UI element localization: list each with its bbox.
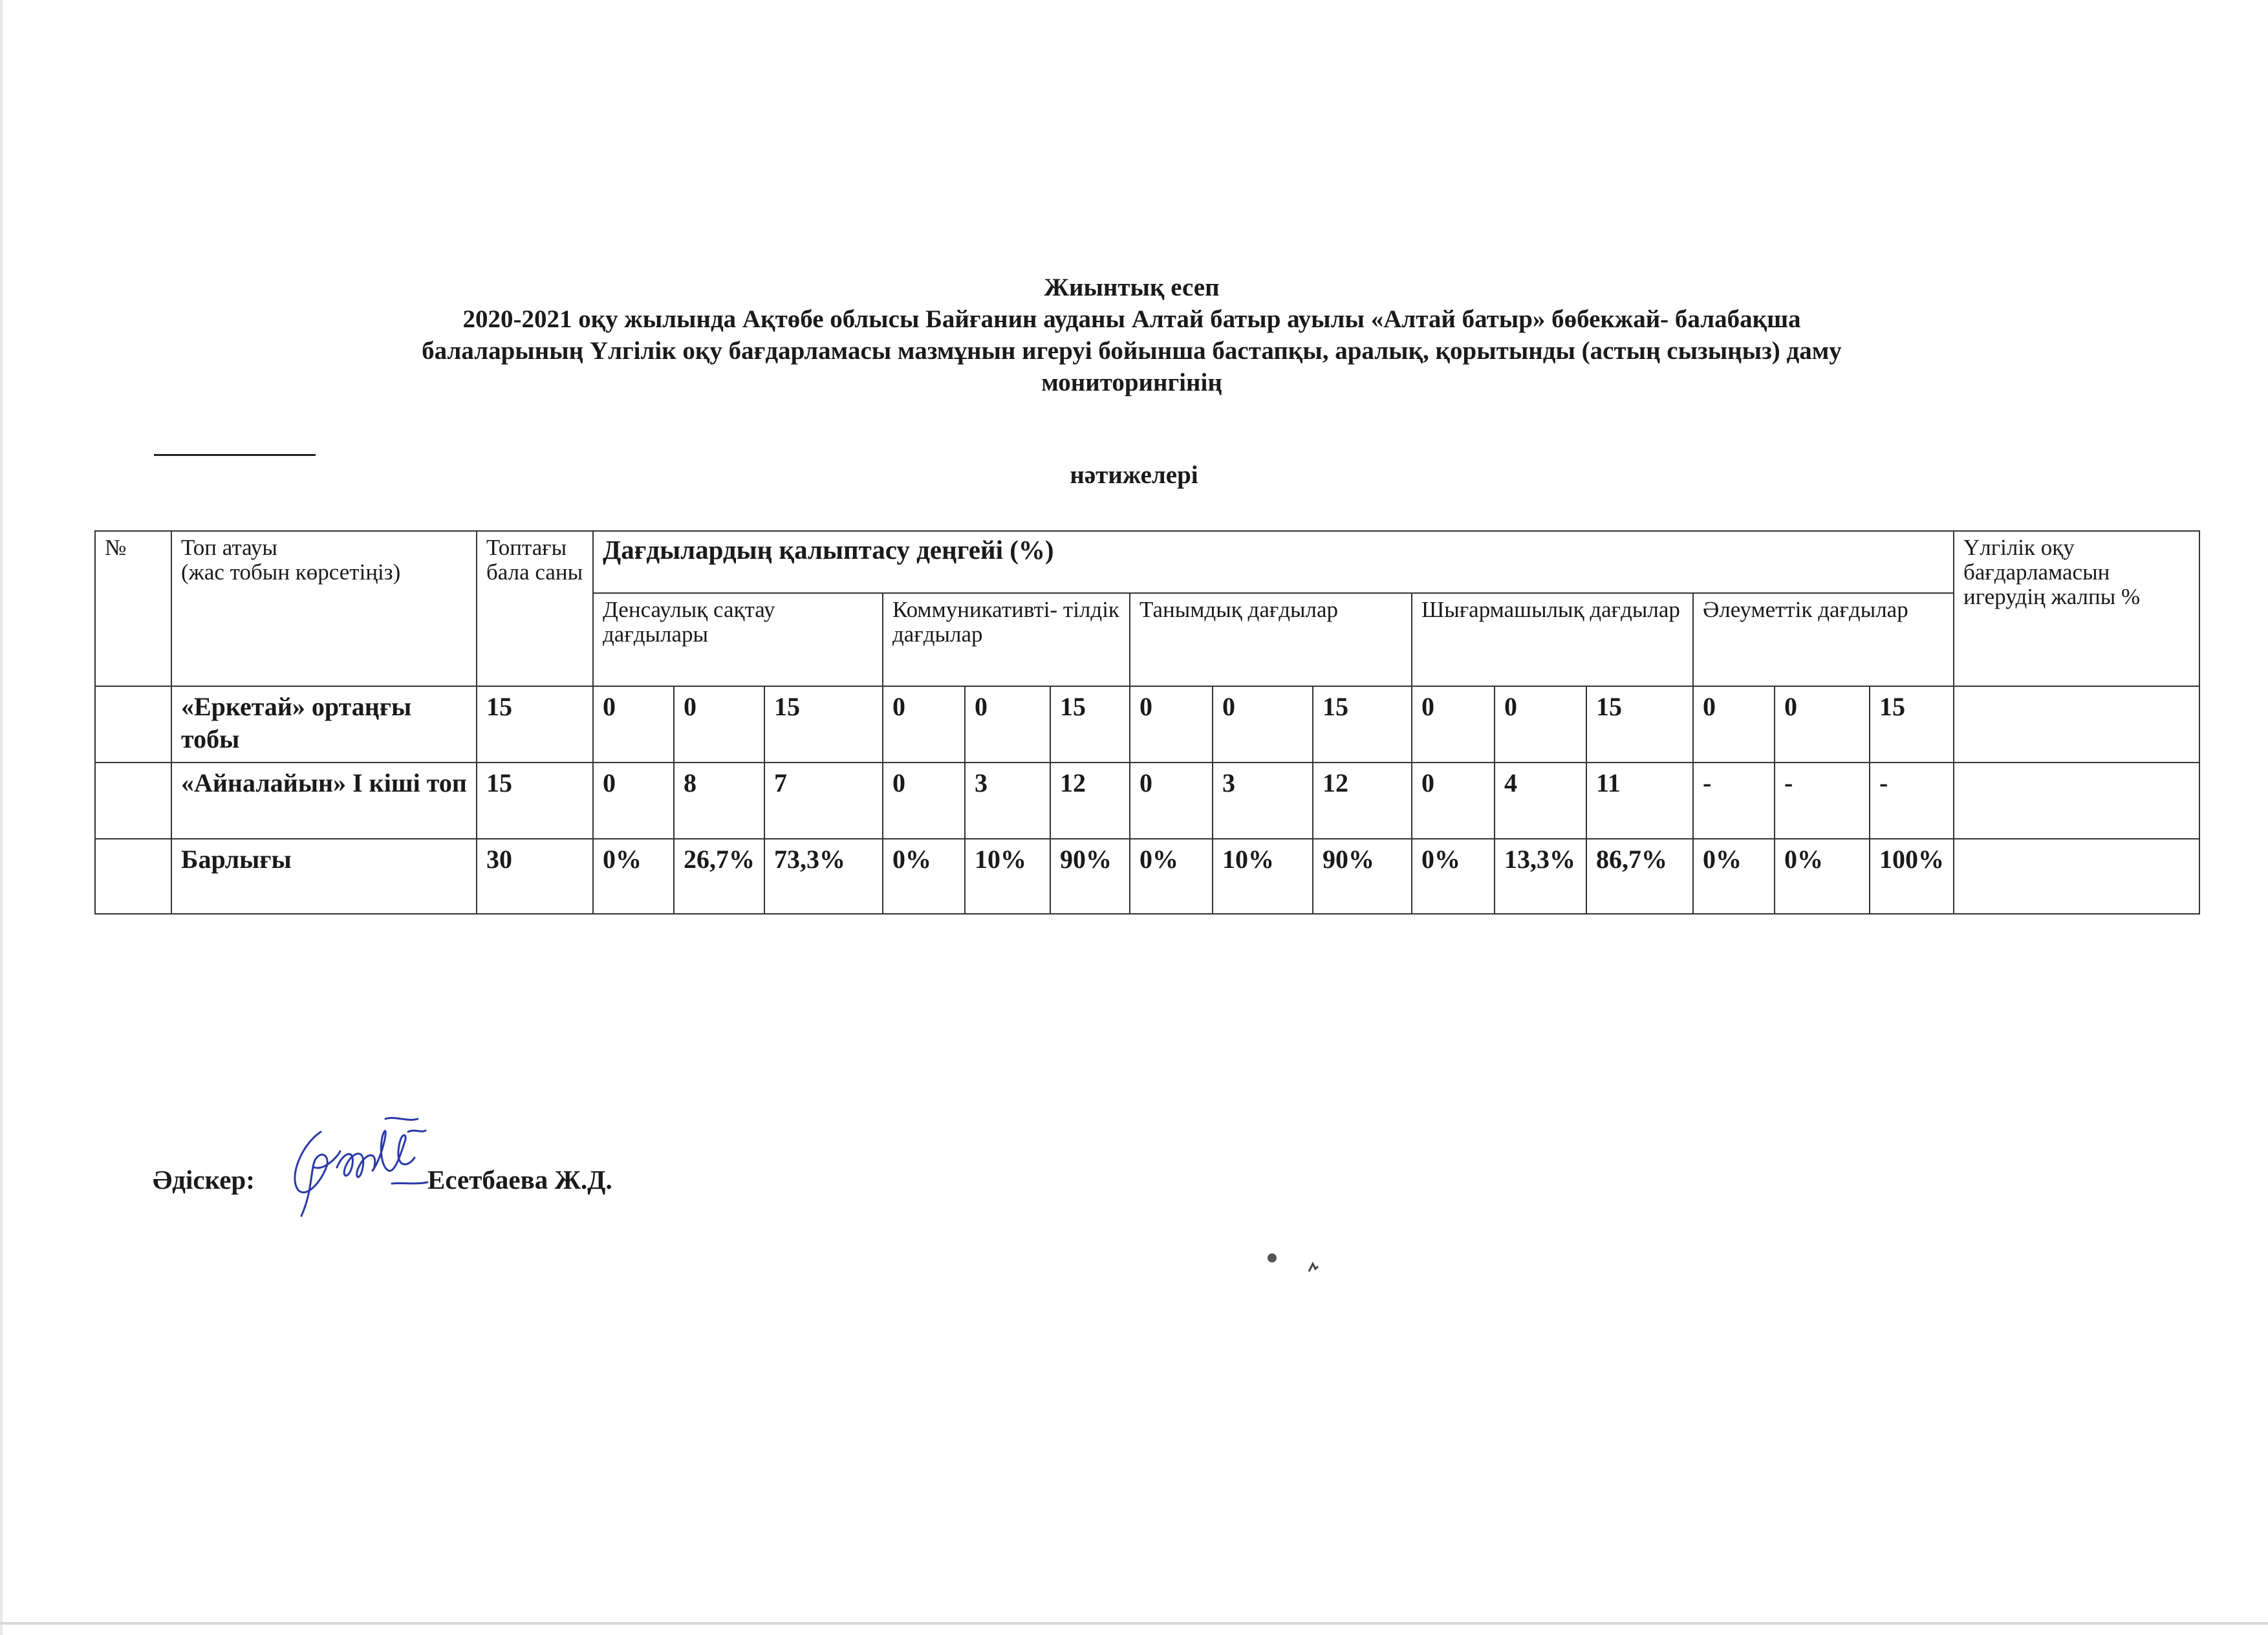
document-heading xyxy=(162,272,2102,398)
row-value: 0 xyxy=(674,686,764,763)
row-value: 0 xyxy=(883,763,965,839)
table-row xyxy=(95,686,2199,763)
row-value: 0 xyxy=(1693,686,1775,763)
table-row-total xyxy=(95,839,2199,914)
row-count: 15 xyxy=(477,763,593,839)
header-skills: Дағдылардың қалыптасу деңгейі (%) xyxy=(593,531,1954,593)
row-value: 15 xyxy=(1050,686,1130,763)
row-value: 0% xyxy=(1130,839,1213,914)
row-value: 8 xyxy=(674,763,764,839)
header-count: Топтағы бала саны xyxy=(477,531,593,686)
subheader-health: Денсаулық сақтау дағдылары xyxy=(593,593,883,686)
subheader-creative: Шығармашылық дағдылар xyxy=(1412,593,1693,686)
heading-line-2: 2020-2021 оқу жылында Ақтөбе облысы Байғанин ауданы Алтай батыр ауылы «Алтай батыр» бөбекжай- балабақша xyxy=(462,305,1801,333)
table-row xyxy=(95,763,2199,839)
subheader-communication: Коммуникативті- тілдік дағдылар xyxy=(883,593,1130,686)
row-group: «Еркетай» ортаңғы тобы xyxy=(171,686,477,763)
heading-line-3: балаларының Үлгілік оқу бағдарламасы мазмұнын игеруі бойынша бастапқы, аралық, қорытынды (астың сызыңыз) даму xyxy=(422,337,1842,365)
header-number: № xyxy=(95,531,171,686)
row-value: 10% xyxy=(965,839,1050,914)
row-value: 100% xyxy=(1870,839,1954,914)
scan-speck xyxy=(1306,1261,1321,1274)
row-count: 30 xyxy=(477,839,593,914)
row-value: 0% xyxy=(1775,839,1870,914)
heading-line-4: мониторингінің xyxy=(1041,369,1222,396)
row-value: 15 xyxy=(1313,686,1412,763)
row-value: - xyxy=(1870,763,1954,839)
monitoring-table xyxy=(94,530,2200,915)
row-value: 13,3% xyxy=(1495,839,1586,914)
signature-name: Есетбаева Ж.Д. xyxy=(427,1165,612,1195)
row-value: - xyxy=(1693,763,1775,839)
row-group: Барлығы xyxy=(171,839,477,914)
row-value: 0 xyxy=(1130,686,1213,763)
row-value: 26,7% xyxy=(674,839,764,914)
row-value: 90% xyxy=(1313,839,1412,914)
heading-results: нәтижелері xyxy=(1070,461,1198,489)
row-value: 0 xyxy=(1495,686,1586,763)
row-value: 0% xyxy=(1693,839,1775,914)
row-value: 0 xyxy=(1130,763,1213,839)
row-value: 73,3% xyxy=(764,839,883,914)
table-header-row xyxy=(95,531,2199,593)
row-count: 15 xyxy=(477,686,593,763)
heading-line-1: Жиынтық есеп xyxy=(1044,274,1220,301)
row-value: 0 xyxy=(1412,686,1495,763)
row-value: 0% xyxy=(1412,839,1495,914)
row-value: 15 xyxy=(1870,686,1954,763)
row-number xyxy=(95,763,171,839)
row-value: 0% xyxy=(593,839,674,914)
row-overall xyxy=(1954,763,2199,839)
row-value: 0 xyxy=(1213,686,1313,763)
row-value: 0 xyxy=(1412,763,1495,839)
row-value: 0 xyxy=(593,686,674,763)
row-value: 0 xyxy=(1775,686,1870,763)
scan-edge xyxy=(0,1622,2268,1625)
subheader-cognitive: Танымдық дағдылар xyxy=(1130,593,1412,686)
header-overall: Үлгілік оқу бағдарламасын игерудің жалпы % xyxy=(1954,531,2199,686)
row-value: 0 xyxy=(593,763,674,839)
row-value: 10% xyxy=(1213,839,1313,914)
row-value: 90% xyxy=(1050,839,1130,914)
row-overall xyxy=(1954,839,2199,914)
row-value: 7 xyxy=(764,763,883,839)
row-value: 3 xyxy=(1213,763,1313,839)
row-value: 3 xyxy=(965,763,1050,839)
row-value: 0 xyxy=(965,686,1050,763)
header-group: Топ атауы (жас тобын көрсетіңіз) xyxy=(171,531,477,686)
row-value: 0 xyxy=(883,686,965,763)
row-value: 15 xyxy=(1586,686,1693,763)
subheader-social: Әлеуметтік дағдылар xyxy=(1693,593,1954,686)
signature-label: Әдіскер: xyxy=(153,1165,255,1195)
row-value: 12 xyxy=(1050,763,1130,839)
row-overall xyxy=(1954,686,2199,763)
row-value: - xyxy=(1775,763,1870,839)
scan-edge xyxy=(0,0,3,1635)
row-value: 4 xyxy=(1495,763,1586,839)
row-value: 15 xyxy=(764,686,883,763)
row-number xyxy=(95,839,171,914)
row-value: 11 xyxy=(1586,763,1693,839)
row-value: 12 xyxy=(1313,763,1412,839)
scan-speck xyxy=(1268,1253,1277,1262)
fill-in-line xyxy=(154,454,316,456)
row-value: 86,7% xyxy=(1586,839,1693,914)
row-value: 0% xyxy=(883,839,965,914)
row-group: «Айналайын» I кіші топ xyxy=(171,763,477,839)
row-number xyxy=(95,686,171,763)
